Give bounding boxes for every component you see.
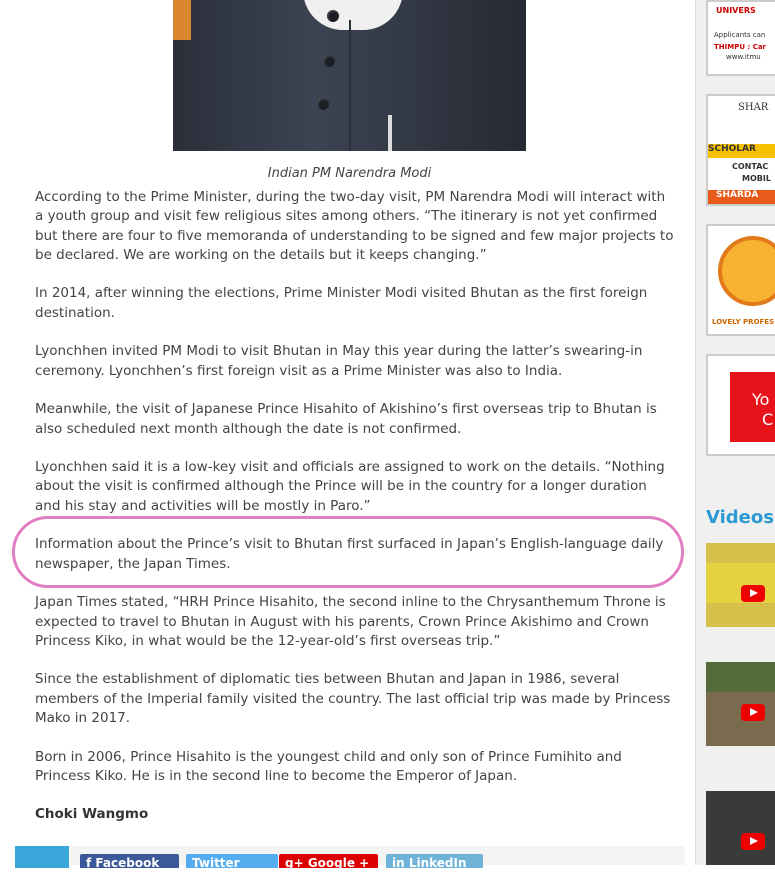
ad-university[interactable]	[706, 0, 775, 76]
ad-text: SHARDA	[708, 190, 775, 206]
article-paragraph-highlighted: Information about the Prince’s visit to Bhutan first surfaced in Japan’s English-language daily newspaper, the Japan Times.	[35, 536, 664, 572]
play-icon	[741, 833, 765, 850]
ad-text: C	[762, 410, 774, 429]
article-paragraph: Meanwhile, the visit of Japanese Prince Hisahito of Akishino’s first overseas trip to Bhutan is also scheduled next month although the date is not confirmed.	[35, 401, 657, 437]
ad-promo[interactable]	[706, 354, 775, 456]
article-photo	[173, 0, 526, 151]
ad-text: CONTAC	[732, 162, 769, 171]
video-thumbnail[interactable]	[706, 543, 775, 627]
facebook-share-button[interactable]: f Facebook	[80, 854, 179, 868]
video-thumbnail[interactable]	[706, 662, 775, 746]
ad-text: THIMPU : Car	[714, 43, 767, 51]
article-author: Choki Wangmo	[35, 806, 149, 822]
article-paragraph: Lyonchhen invited PM Modi to visit Bhutan in May this year during the latter’s swearing-in ceremony. Lyonchhen’s first foreign visit as a Prime Minister was also to India.	[35, 343, 643, 379]
play-icon	[741, 704, 765, 721]
ad-text: MOBIL	[742, 174, 771, 183]
videos-heading: Videos	[706, 507, 774, 528]
article-body	[35, 188, 675, 806]
ad-text: UNIVERS	[716, 6, 756, 15]
video-thumbnail[interactable]	[706, 791, 775, 865]
article-paragraph: Lyonchhen said it is a low-key visit and officials are assigned to work on the details. “Nothing about the visit is confirmed although the Prince will be in the country for a longer duration and his stay and activities will be mostly in Paro.”	[35, 459, 665, 514]
ad-text: SCHOLAR	[708, 144, 775, 158]
linkedin-share-button[interactable]: in LinkedIn	[386, 854, 483, 868]
play-icon	[741, 585, 765, 602]
google-share-button[interactable]: g+ Google +	[279, 854, 378, 868]
photo-caption: Indian PM Narendra Modi	[267, 166, 432, 181]
article-paragraph: Since the establishment of diplomatic ties between Bhutan and Japan in 1986, several members of the Imperial family visited the country. The last official trip was made by Princess Mako in 2017.	[35, 671, 671, 727]
twitter-share-button[interactable]: Twitter	[186, 854, 278, 868]
ad-text: SHAR	[738, 102, 769, 113]
ad-text: www.itmu	[726, 53, 761, 61]
ad-text: Yo	[752, 390, 770, 409]
article-paragraph: Born in 2006, Prince Hisahito is the youngest child and only son of Prince Fumihito and Princess Kiko. He is in the second line to become the Emperor of Japan.	[35, 748, 622, 784]
highlight-circle	[12, 516, 684, 588]
ad-sharda-university[interactable]	[706, 94, 775, 206]
ad-lovely-professional-university[interactable]	[706, 224, 775, 336]
article-paragraph: Japan Times stated, “HRH Prince Hisahito, the second inline to the Chrysanthemum Throne is expected to travel to Bhutan in August with his parents, Crown Prince Akishimo and Crown Princess Kiko, in what would be the 12-year-old’s first overseas trip.”	[35, 594, 666, 649]
article-paragraph: According to the Prime Minister, during the two-day visit, PM Narendra Modi will interact with a youth group and visit few religious sites among others. “The itinerary is not yet confirmed but there are four to five memoranda of understanding to be signed and few major projects to be declared. We are working on the details but it keeps changing.”	[35, 189, 674, 263]
ad-text: LOVELY PROFES	[712, 318, 775, 326]
ad-text: Applicants can	[714, 31, 766, 39]
article-paragraph: In 2014, after winning the elections, Prime Minister Modi visited Bhutan as the first foreign destination.	[35, 285, 648, 321]
